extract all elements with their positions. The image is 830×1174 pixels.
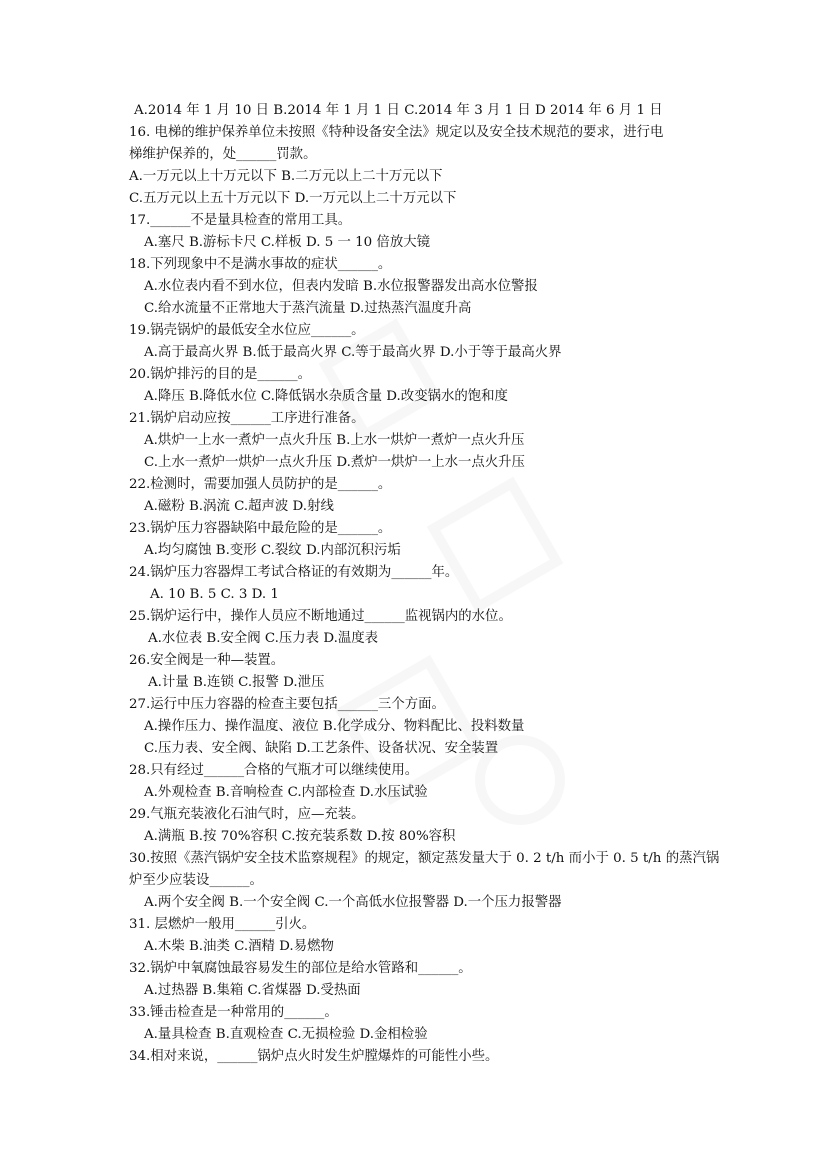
question-16-line-1: 16. 电梯的维护保养单位未按照《特种设备安全法》规定以及安全技术规范的要求，进行电 bbox=[129, 125, 664, 140]
question-18: 18.下列现象中不是满水事故的症状______。 bbox=[129, 257, 392, 272]
question-26: 26.安全阀是一种—装置。 bbox=[129, 653, 285, 668]
answer-options: A.两个安全阀 B.一个安全阀 C.一个高低水位报警器 D.一个压力报警器 bbox=[144, 895, 562, 910]
answer-options: C.压力表、安全阀、缺陷 D.工艺条件、设备状况、安全装置 bbox=[144, 741, 499, 756]
answer-options: A.木柴 B.油类 C.酒精 D.易燃物 bbox=[144, 939, 334, 954]
answer-options: A.满瓶 B.按 70%容积 C.按充装系数 D.按 80%容积 bbox=[144, 829, 456, 844]
question-33: 33.锤击检查是一种常用的______。 bbox=[129, 1005, 338, 1020]
answer-options: A.过热器 B.集箱 C.省煤器 D.受热面 bbox=[144, 983, 361, 998]
question-34: 34.相对来说，______锅炉点火时发生炉膛爆炸的可能性小些。 bbox=[129, 1049, 499, 1064]
question-30-line-2: 炉至少应装设______。 bbox=[129, 873, 263, 888]
question-29: 29.气瓶充装液化石油气时，应—充装。 bbox=[129, 807, 365, 822]
question-30-line-1: 30.按照《蒸汽锅炉安全技术监察规程》的规定，额定蒸发量大于 0. 2 t/h 而小于 0. 5 t/h 的蒸汽锅 bbox=[129, 851, 720, 866]
answer-options: A.磁粉 B.涡流 C.超声波 D.射线 bbox=[144, 499, 334, 514]
answer-options: A.2014 年 1 月 10 日 B.2014 年 1 月 1 日 C.2014 年 3 月 1 日 D 2014 年 6 月 1 日 bbox=[134, 103, 663, 118]
answer-options: A.外观检查 B.音响检查 C.内部检查 D.水压试验 bbox=[144, 785, 428, 800]
question-32: 32.锅炉中氧腐蚀最容易发生的部位是给水管路和______。 bbox=[129, 961, 472, 976]
question-16-line-2: 梯维护保养的，处______罚款。 bbox=[129, 147, 317, 162]
answer-options: C.五万元以上五十万元以下 D.一万元以上二十万元以下 bbox=[129, 191, 457, 206]
answer-options: A.均匀腐蚀 B.变形 C.裂纹 D.内部沉积污垢 bbox=[144, 543, 401, 558]
answer-options: A.水位表内看不到水位，但表内发暗 B.水位报警器发出高水位警报 bbox=[144, 279, 538, 294]
answer-options: A.塞尺 B.游标卡尺 C.样板 D. 5 一 10 倍放大镜 bbox=[144, 235, 430, 250]
question-19: 19.锅壳锅炉的最低安全水位应______。 bbox=[129, 323, 365, 338]
answer-options: A.量具检查 B.直观检查 C.无损检验 D.金相检验 bbox=[144, 1027, 428, 1042]
answer-options: A.计量 B.连锁 C.报警 D.泄压 bbox=[148, 675, 325, 690]
question-31: 31. 层燃炉一般用______引火。 bbox=[129, 917, 316, 932]
answer-options: A.烘炉一上水一煮炉一点火升压 B.上水一烘炉一煮炉一点火升压 bbox=[144, 433, 525, 448]
question-25: 25.锅炉运行中，操作人员应不断地通过______监视锅内的水位。 bbox=[129, 609, 512, 624]
answer-options: C.上水一煮炉一烘炉一点火升压 D.煮炉一烘炉一上水一点火升压 bbox=[144, 455, 525, 470]
answer-options: C.给水流量不正常地大于蒸汽流量 D.过热蒸汽温度升高 bbox=[144, 301, 472, 316]
question-21: 21.锅炉启动应按______工序进行准备。 bbox=[129, 411, 365, 426]
answer-options: A.操作压力、操作温度、液位 B.化学成分、物料配比、投料数量 bbox=[144, 719, 525, 734]
question-20: 20.锅炉排污的目的是______。 bbox=[129, 367, 311, 382]
answer-options: A.降压 B.降低水位 C.降低锅水杂质含量 D.改变锅水的饱和度 bbox=[144, 389, 508, 404]
answer-options: A. 10 B. 5 C. 3 D. 1 bbox=[150, 587, 279, 602]
question-22: 22.检测时，需要加强人员防护的是______。 bbox=[129, 477, 392, 492]
question-28: 28.只有经过______合格的气瓶才可以继续使用。 bbox=[129, 763, 419, 778]
question-23: 23.锅炉压力容器缺陷中最危险的是______。 bbox=[129, 521, 392, 536]
question-24: 24.锅炉压力容器焊工考试合格证的有效期为______年。 bbox=[129, 565, 459, 580]
answer-options: A.高于最高火界 B.低于最高火界 C.等于最高火界 D.小于等于最高火界 bbox=[144, 345, 562, 360]
question-27: 27.运行中压力容器的检查主要包括______三个方面。 bbox=[129, 697, 445, 712]
answer-options: A.一万元以上十万元以下 B.二万元以上二十万元以下 bbox=[129, 169, 443, 184]
answer-options: A.水位表 B.安全阀 C.压力表 D.温度表 bbox=[148, 631, 379, 646]
question-17: 17.______不是量具检查的常用工具。 bbox=[129, 213, 352, 228]
